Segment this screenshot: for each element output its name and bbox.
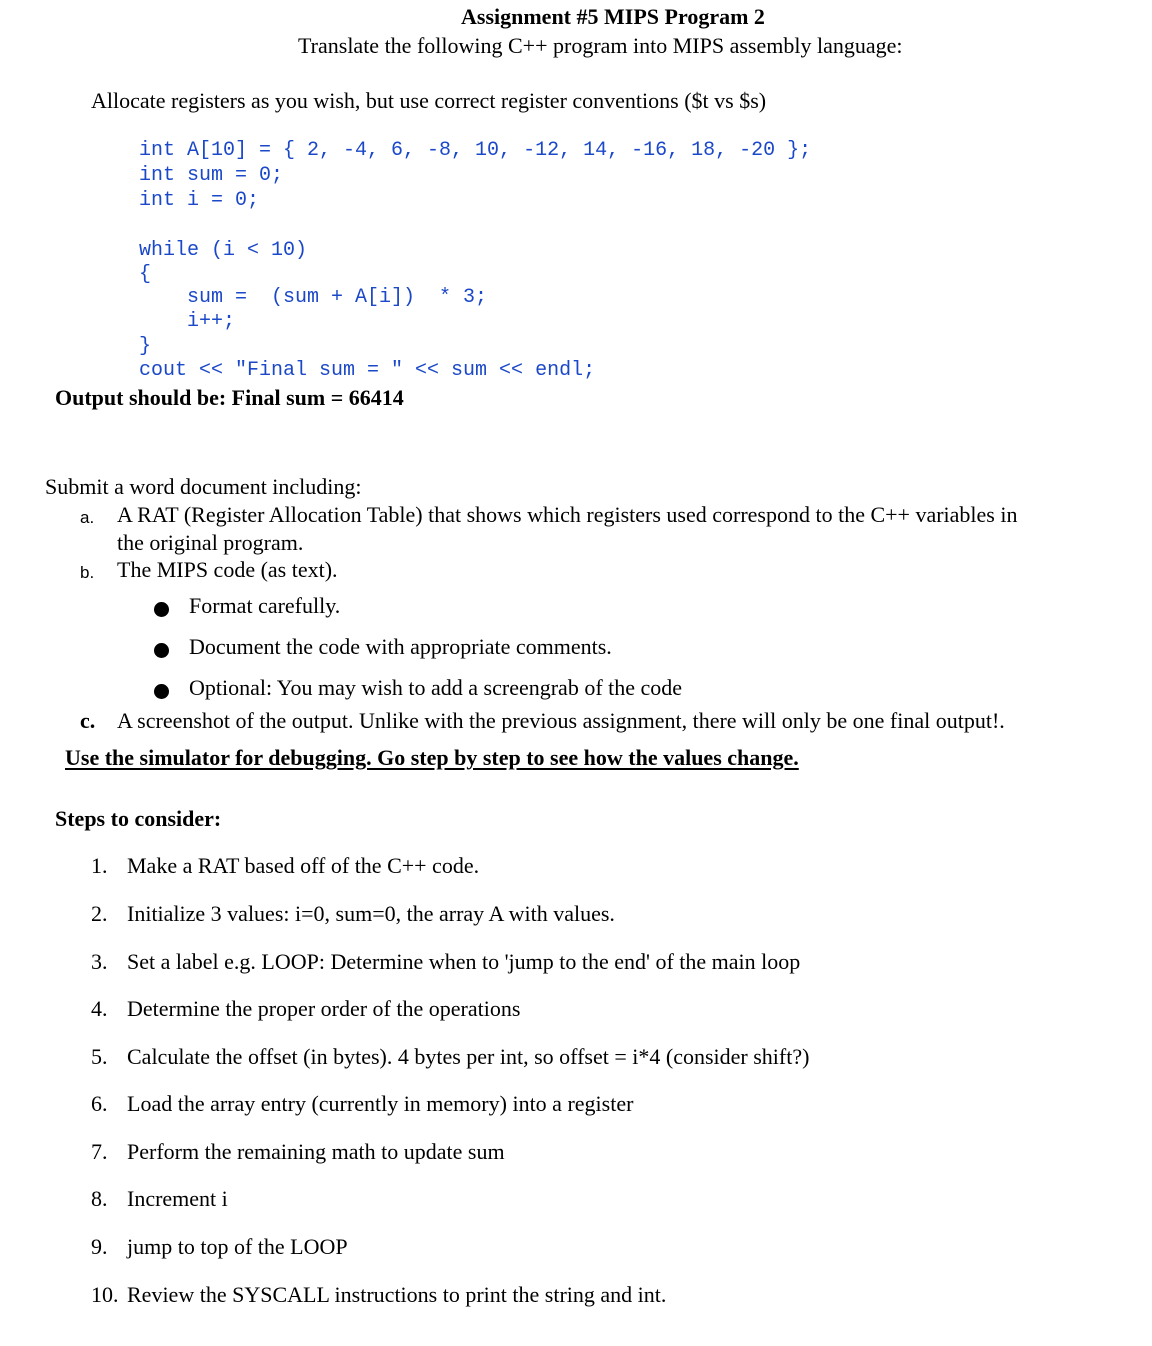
- steps-heading: Steps to consider:: [55, 806, 222, 831]
- code-line-i-init: int i = 0;: [139, 189, 260, 212]
- bullet-format: Format carefully.: [189, 593, 341, 618]
- step-text: Set a label e.g. LOOP: Determine when to 'jump to the end' of the main loop: [127, 949, 801, 974]
- expected-output-note: Output should be: Final sum = 66414: [55, 385, 404, 410]
- list-marker-a: a.: [80, 508, 95, 527]
- code-line-sum-init: int sum = 0;: [139, 164, 284, 187]
- code-line-while: while (i < 10): [139, 239, 308, 262]
- code-line-open-brace: {: [139, 263, 152, 286]
- submit-heading: Submit a word document including:: [45, 474, 362, 499]
- code-line-increment: i++;: [187, 310, 236, 333]
- step-number: 9.: [91, 1234, 108, 1259]
- page-subtitle: Translate the following C++ program into MIPS assembly language:: [298, 33, 903, 58]
- code-line-array: int A[10] = { 2, -4, 6, -8, 10, -12, 14, -16, 18, -20 };: [139, 139, 812, 162]
- register-convention-note: Allocate registers as you wish, but use correct register conventions ($t vs $s): [91, 88, 767, 113]
- step-number: 1.: [91, 853, 108, 878]
- step-number: 3.: [91, 949, 108, 974]
- step-number: 6.: [91, 1091, 108, 1116]
- step-number: 8.: [91, 1186, 108, 1211]
- page-title: Assignment #5 MIPS Program 2: [461, 4, 765, 29]
- code-line-sum-update: sum = (sum + A[i]) * 3;: [187, 286, 488, 309]
- step-text: Perform the remaining math to update sum: [127, 1139, 505, 1164]
- bullet-dot: [154, 643, 169, 658]
- list-marker-b: b.: [80, 563, 95, 582]
- step-text: Increment i: [127, 1186, 228, 1211]
- step-text: Determine the proper order of the operations: [127, 996, 521, 1021]
- submit-item-rat-cont: the original program.: [117, 530, 304, 555]
- bullet-comments: Document the code with appropriate comments.: [189, 634, 612, 659]
- bullet-dot: [154, 684, 169, 699]
- code-line-close-brace: }: [139, 335, 152, 358]
- step-number: 2.: [91, 901, 108, 926]
- bullet-screengrab: Optional: You may wish to add a screengrab of the code: [189, 675, 683, 700]
- submit-item-screenshot: A screenshot of the output. Unlike with the previous assignment, there will only be one final output!.: [117, 708, 1005, 733]
- step-text: jump to top of the LOOP: [127, 1234, 348, 1259]
- step-number: 4.: [91, 996, 108, 1021]
- list-marker-c: c.: [80, 708, 96, 733]
- step-text: Make a RAT based off of the C++ code.: [127, 853, 480, 878]
- simulator-note: Use the simulator for debugging. Go step by step to see how the values change.: [65, 745, 799, 770]
- code-line-cout: cout << "Final sum = " << sum << endl;: [139, 359, 596, 382]
- step-text: Load the array entry (currently in memory) into a register: [127, 1091, 634, 1116]
- step-text: Calculate the offset (in bytes). 4 bytes per int, so offset = i*4 (consider shift?): [127, 1044, 810, 1069]
- step-number: 10.: [91, 1282, 119, 1307]
- bullet-dot: [154, 602, 169, 617]
- step-text: Review the SYSCALL instructions to print the string and int.: [127, 1282, 667, 1307]
- step-number: 5.: [91, 1044, 108, 1069]
- step-number: 7.: [91, 1139, 108, 1164]
- submit-item-rat: A RAT (Register Allocation Table) that shows which registers used correspond to the C++ variables in: [117, 502, 1018, 527]
- submit-item-mips-code: The MIPS code (as text).: [117, 557, 338, 582]
- step-text: Initialize 3 values: i=0, sum=0, the array A with values.: [127, 901, 615, 926]
